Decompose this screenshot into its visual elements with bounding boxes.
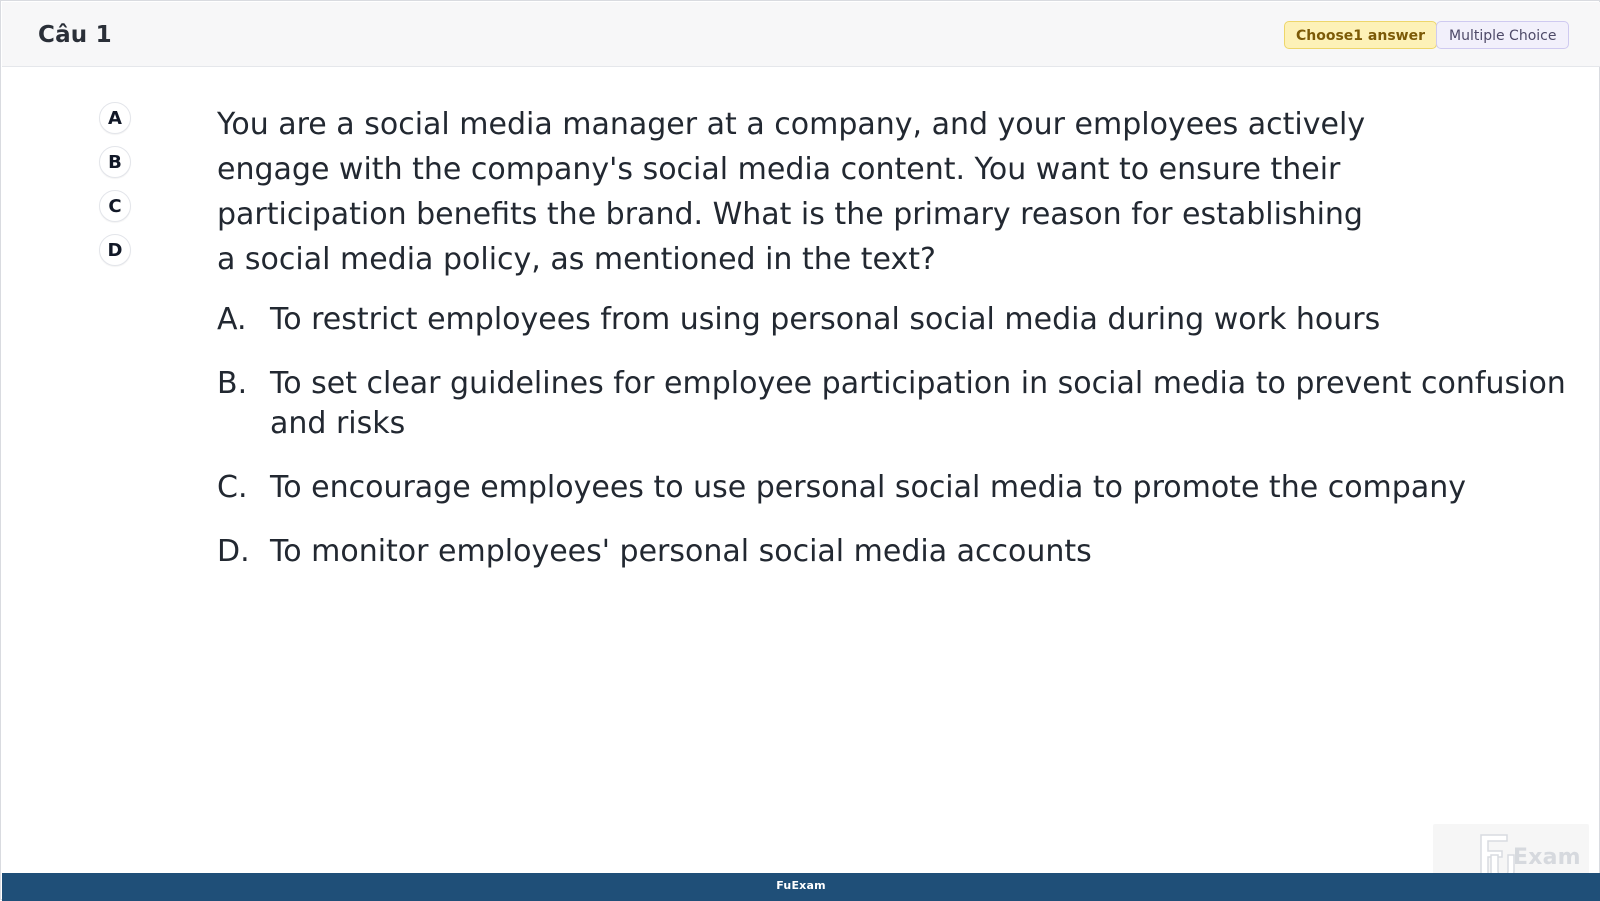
option-d[interactable] xyxy=(217,532,1567,572)
answer-bubble-c[interactable]: C xyxy=(99,190,131,222)
option-text-b: To set clear guidelines for employee participation in social media to prevent confusion and risks xyxy=(270,366,1566,441)
option-text-c: To encourage employees to use personal social media to promote the company xyxy=(270,470,1466,505)
answer-selector xyxy=(99,102,135,278)
option-label-c: C. xyxy=(217,470,248,505)
answer-options xyxy=(217,300,1567,596)
option-label-d: D. xyxy=(217,534,250,569)
option-text-a: To restrict employees from using personal social media during work hours xyxy=(270,302,1381,337)
option-text-d: To monitor employees' personal social media accounts xyxy=(270,534,1092,569)
watermark-text: Exam xyxy=(1513,845,1581,870)
option-a[interactable] xyxy=(217,300,1567,340)
question-type-badge: Multiple Choice xyxy=(1436,21,1569,49)
answer-bubble-a[interactable]: A xyxy=(99,102,131,134)
footer-bar xyxy=(2,873,1600,901)
answer-bubble-b[interactable]: B xyxy=(99,146,131,178)
question-text: You are a social media manager at a company, and your employees actively engage with the company's social media content. You want to ensure their participation benefits the brand. What is the primary reason for establishing a social media policy, as mentioned in the text? xyxy=(217,107,1366,277)
choose-answer-badge: Choose1 answer xyxy=(1284,21,1437,49)
question-number: Câu 1 xyxy=(38,22,112,48)
option-b[interactable] xyxy=(217,364,1567,444)
question-header xyxy=(2,2,1600,67)
answer-bubble-d[interactable]: D xyxy=(99,234,131,266)
option-label-b: B. xyxy=(217,366,248,401)
option-c[interactable] xyxy=(217,468,1567,508)
footer-brand: FuExam xyxy=(776,879,826,892)
option-label-a: A. xyxy=(217,302,247,337)
